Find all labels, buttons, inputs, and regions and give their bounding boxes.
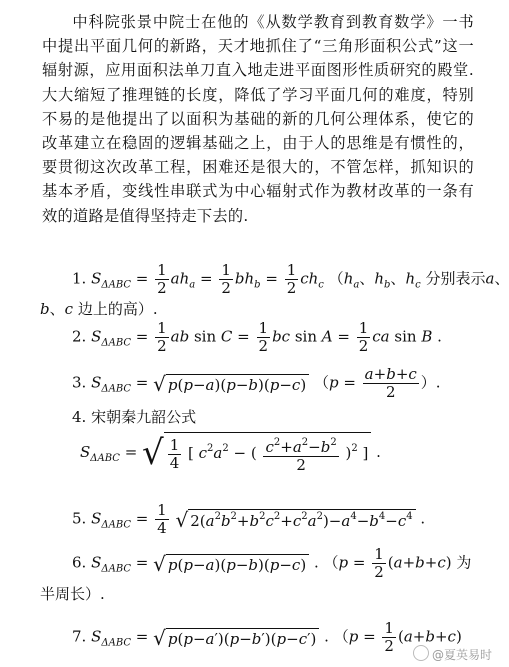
- formula-1: 1. $S_{\Delta ABC}$ = $\frac{1}{2}$ $ah_a$ = $\frac{1}{2}$ $bh_b$ = $\frac{1}{2}$ $ch_c$ （$h_a$、$h_b$、$h_c$ 分别表示a、: [72, 261, 509, 297]
- intro-paragraph: 中科院张景中院士在他的《从数学教育到教育数学》一书中提出平面几何的新路，天才地抓住了“三角形面积公式”这一辐射源，应用面积法单刀直入地走进平面图形性质研究的殿堂. 大大缩短了推理链的长度，降低了学习平面几何的难度，特别不易的是他提出了以面积为基础的新的几何公理体系，使它的改革建立在稳固的逻辑基础之上，由于人的思维是有惯性的，要贯彻这次改革工程，困难还是很大的，不管怎样，抓知识的基本矛盾，变线性串联式为中心辐射式作为教材改革的一条有效的道路是值得坚持走下去的.: [42, 13, 474, 225]
- formula-4-title: 4. 宋朝秦九韶公式: [72, 408, 197, 426]
- formula-2: 2. $S_{\Delta ABC}$ = $\frac{1}{2}$ ab sin C = $\frac{1}{2}$ bc sin A = $\frac{1}{2}$ ca sin B .: [72, 319, 442, 355]
- watermark: @夏英易时: [413, 645, 492, 663]
- watermark-logo-icon: [413, 645, 429, 661]
- formula-3: 3. $S_{\Delta ABC}$ = √ p(p−a)(p−b)(p−c) （p = $\frac{a+b+c}{2}$ ）.: [72, 365, 441, 401]
- formula-5: 5. $S_{\Delta ABC}$ = $\frac{1}{4}$ √ $2(a^2b^2+b^2c^2+c^2a^2)-a^4-b^4-c^4$ .: [72, 501, 426, 537]
- formula-7: 7. $S_{\Delta ABC}$ = √ p(p−a′)(p−b′)(p−c′) . （p = $\frac{1}{2}$ (a+b+c): [72, 619, 462, 655]
- formula-1-continued: b、c 边上的高）.: [40, 300, 158, 318]
- formula-4: $S_{\Delta ABC}$ = √ $\frac{1}{4}$ [ $c^2a^2$ − ( $\frac{c^2+a^2-b^2}{2}$ )$^2$ ] .: [80, 433, 381, 474]
- formula-6-continued: 半周长）.: [40, 585, 105, 603]
- formula-6: 6. $S_{\Delta ABC}$ = √ p(p−a)(p−b)(p−c) . （p = $\frac{1}{2}$ (a+b+c) 为: [72, 545, 472, 581]
